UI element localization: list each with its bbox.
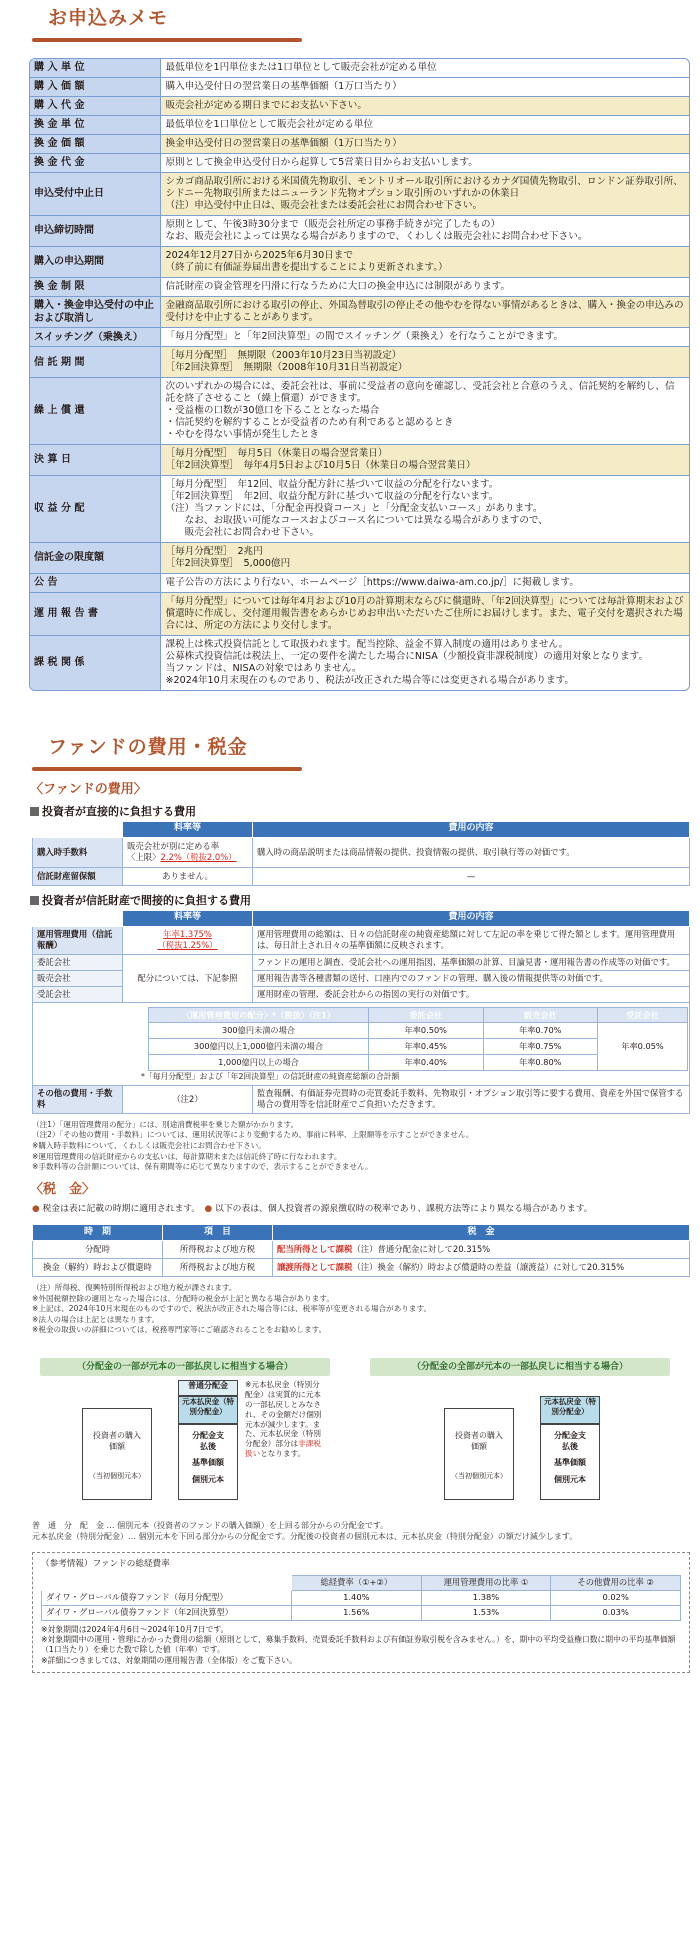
gampon-note: ※元本払戻金（特別分配金）は実質的に元本の一部払戻しとみなされ、その金額だけ個別元本が減少します。また、元本払戻金（特別分配金）部分は非課税扱いとなります。 <box>245 1380 322 1459</box>
memo-row-label: 購入・換金申込受付の中止および取消し <box>30 296 160 327</box>
alloc-tier: 300億円以上1,000億円未満の場合 <box>149 1038 369 1054</box>
memo-row-label: 課 税 関 係 <box>30 635 160 689</box>
memo-row <box>30 635 689 689</box>
memo-row-label: 収 益 分 配 <box>30 476 160 543</box>
tax-item: 所得税および地方税 <box>163 1258 273 1276</box>
memo-row-label: 公 告 <box>30 573 160 592</box>
memo-row-label: 決 算 日 <box>30 445 160 476</box>
ref-other: 0.03% <box>551 1605 681 1620</box>
memo-row-label: 換 金 代 金 <box>30 153 160 172</box>
reference-box <box>32 1552 690 1672</box>
alloc-hanbai: 年率0.75% <box>483 1038 598 1054</box>
memo-row-value: 販売会社が定める期日までにお支払い下さい。 <box>160 96 689 115</box>
tax-value: 配当所得として課税（注）普通分配金に対して20.315% <box>273 1240 690 1258</box>
other-fee-content: 監査報酬、有価証券売買時の売買委託手数料、先物取引・オプション取引等に要する費用、資産を外国で保管する場合の費用等を信託財産でご負担いただきます。 <box>253 1085 690 1113</box>
party-itaku: 委託会社 <box>33 954 123 970</box>
alloc-head-hanbai: 販売会社 <box>483 1008 598 1023</box>
diagram-right-title: （分配金の全部が元本の一部払戻しに相当する場合） <box>370 1358 670 1376</box>
tax-when: 分配時 <box>33 1240 163 1258</box>
party-jutaku: 受託会社 <box>33 986 123 1002</box>
tax-head-item: 項 目 <box>163 1224 273 1240</box>
direct-fee-heading: 投資者が直接的に負担する費用 <box>30 803 700 821</box>
allocation-table <box>148 1007 688 1070</box>
memo-row-label: 信託金の限度額 <box>30 542 160 573</box>
memo-row-label: スイッチング（乗換え） <box>30 328 160 347</box>
ref-note: ※対象期間中の運用・管理にかかった費用の総額（原則として、募集手数料、売買委託手数料および有価証券取引税を含みません。）を、期中の平均受益権口数に期中の平均基準価額（1口当たり）を乗じた数で除した値（年率）です。 <box>41 1635 676 1655</box>
ref-note: ※対象期間は2024年4月6日～2024年10月7日です。 <box>41 1624 229 1634</box>
header-rate: 料率等 <box>123 910 253 926</box>
alloc-jutaku: 年率0.05% <box>598 1023 688 1070</box>
header-rate: 料率等 <box>123 821 253 837</box>
party-itaku-content: ファンドの運用と調査、受託会社への運用指図、基準価額の計算、目論見書・運用報告書の作成等の対価です。 <box>253 954 690 970</box>
mgmt-fee-label: 運用管理費用（信託報酬） <box>33 926 123 954</box>
direct-fee-table <box>32 821 690 886</box>
purchase-fee-content: 購入時の商品説明または商品情報の提供、投資情報の提供、取引執行等の対価です。 <box>253 837 690 867</box>
ref-mgmt: 1.53% <box>421 1605 551 1620</box>
alloc-head-itaku: 委託会社 <box>369 1008 484 1023</box>
memo-row-value: 原則として、午後3時30分まで（販売会社所定の事務手続きが完了したもの） なお、販売会社によっては異なる場合がありますので、くわしくは販売会社にお問合わせ下さい。 <box>160 215 689 246</box>
memo-row <box>30 172 689 215</box>
fee-note: （注2）「その他の費用・手数料」については、運用状況等により変動するため、事前に料率、上限額等を示すことができません。 <box>32 1130 474 1140</box>
memo-row-value: 信託財産の資金管理を円滑に行なうために大口の換金申込には制限があります。 <box>160 277 689 296</box>
memo-row <box>30 347 689 378</box>
allocation-cell <box>33 1003 690 1086</box>
tax-head-when: 時 期 <box>33 1224 163 1240</box>
ref-head: 総経費率（①+②） <box>292 1575 422 1590</box>
indirect-fee-heading: 投資者が信託財産で間接的に負担する費用 <box>30 892 700 910</box>
mgmt-fee-rate: 年率1.375% （税抜1.25%） <box>123 926 253 954</box>
indirect-fee-table-wrap <box>32 910 690 1114</box>
purchase-fee-rate: 販売会社が別に定める率 〈上限〉2.2%（税抜2.0%） <box>123 837 253 867</box>
memo-row <box>30 445 689 476</box>
header-content: 費用の内容 <box>253 821 690 837</box>
purchase-fee-label: 購入時手数料 <box>33 837 123 867</box>
memo-row-label: 購 入 単 位 <box>30 59 160 77</box>
ref-total: 1.40% <box>292 1590 422 1605</box>
tax-table-wrap <box>32 1224 690 1277</box>
memo-row-value: 最低単位を1円単位または1口単位として販売会社が定める単位 <box>160 59 689 77</box>
indirect-fee-table <box>32 910 690 1114</box>
memo-row <box>30 134 689 153</box>
mgmt-fee-content: 運用管理費用の総額は、日々の信託財産の純資産総額に対して左記の率を乗じて得た額とします。運用管理費用は、毎日計上され日々の基準価額に反映されます。 <box>253 926 690 954</box>
memo-row <box>30 215 689 246</box>
alloc-tier: 1,000億円以上の場合 <box>149 1054 369 1070</box>
fee-title: ファンドの費用・税金 <box>48 735 248 758</box>
memo-row <box>30 59 689 77</box>
alloc-tier: 300億円未満の場合 <box>149 1023 369 1039</box>
tax-note: ※上記は、2024年10月末現在のものですので、税法が改正された場合等には、税率等が変更される場合があります。 <box>32 1304 432 1314</box>
ref-fund-name: ダイワ・グローバル債券ファンド（毎月分配型） <box>42 1590 292 1605</box>
memo-row-value: シカゴ商品取引所における米国債先物取引、モントリオール取引所におけるカナダ国債先物取引、ロンドン証券取引所、シドニー先物取引所またはニューランド先物オプション取引所のいずれかの休業日 （注）申込受付中止日は、販売会社または委託会社にお問合わせ下さい。 <box>160 172 689 215</box>
ref-fund-name: ダイワ・グローバル債券ファンド（年2回決算型） <box>42 1605 292 1620</box>
tax-table <box>32 1224 690 1277</box>
party-jutaku-content: 運用財産の管理、委託会社からの指図の実行の対価です。 <box>253 986 690 1002</box>
right-after-box: 分配金支払後 基準価額 個別元本 <box>540 1424 600 1500</box>
ref-notes <box>41 1625 681 1666</box>
tax-value: 譲渡所得として課税（注）換金（解約）時および償還時の差益（譲渡益）に対して20.315% <box>273 1258 690 1276</box>
direct-fee-table-wrap <box>32 821 690 886</box>
reserve-label: 信託財産留保額 <box>33 867 123 885</box>
memo-row-value: 「毎月分配型」については毎年4月および10月の計算期末ならびに償還時、「年2回決算型」については毎計算期末および償還時に作成し、交付運用報告書をあらかじめお申出いただいたご住所にお届けします。また、電子交付を選択された場合には、所定の方法により交付します。 <box>160 592 689 635</box>
tax-when: 換金（解約）時および償還時 <box>33 1258 163 1276</box>
alloc-itaku: 年率0.40% <box>369 1054 484 1070</box>
tax-note: ※税金の取扱いの詳細については、税務専門家等にご確認されることをお勧めします。 <box>32 1325 327 1335</box>
square-bullet-icon <box>30 807 39 816</box>
other-fee-rate: （注2） <box>123 1085 253 1113</box>
right-investor-box: 投資者の購入価額 （当初個別元本） <box>444 1408 514 1500</box>
tax-head-tax: 税 金 <box>273 1224 690 1240</box>
ref-total: 1.56% <box>292 1605 422 1620</box>
square-bullet-icon <box>30 896 39 905</box>
memo-row-value: ［毎月分配型］ 無期限（2003年10月23日当初設定） ［年2回決算型］ 無期限（2008年10月31日当初設定） <box>160 347 689 378</box>
tax-notes <box>0 1283 700 1336</box>
memo-row-label: 運 用 報 告 書 <box>30 592 160 635</box>
memo-row <box>30 378 689 445</box>
title-underline <box>32 767 302 771</box>
left-futsu-box: 普通分配金 <box>178 1380 238 1396</box>
memo-row-label: 換 金 価 額 <box>30 134 160 153</box>
fee-note: ※手数料等の合計額については、保有期間等に応じて異なりますので、表示することができません。 <box>32 1162 373 1172</box>
tax-note: ※法人の場合は上記とは異なります。 <box>32 1314 160 1324</box>
right-gampon-box: 元本払戻金（特別分配金） <box>540 1396 600 1424</box>
memo-row <box>30 96 689 115</box>
memo-row-value: 課税上は株式投資信託として取扱われます。配当控除、益金不算入制度の適用はありません。 公募株式投資信託は税法上、一定の要件を満たした場合にNISA（少額投資非課税制度）の適用対象となります。 当ファンドは、NISAの対象ではありません。 ※2024年10月末現在のものであり、税法が改正された場合等には変更される場合があります。 <box>165 638 649 686</box>
memo-row <box>30 115 689 134</box>
memo-row <box>30 328 689 347</box>
left-after-box: 分配金支払後 基準価額 個別元本 <box>178 1424 238 1500</box>
memo-row-label: 購入の申込期間 <box>30 246 160 277</box>
ref-head: 運用管理費用の比率 ① <box>421 1575 551 1590</box>
memo-row-value: 購入申込受付日の翌営業日の基準価額（1万口当たり） <box>160 77 689 96</box>
alloc-itaku: 年率0.45% <box>369 1038 484 1054</box>
ref-note: ※詳細につきましては、対象期間の運用報告書（全体版）をご覧下さい。 <box>41 1655 297 1665</box>
memo-row-value: ［毎月分配型］ 2兆円 ［年2回決算型］ 5,000億円 <box>160 542 689 573</box>
memo-table-wrap <box>29 58 690 691</box>
definition: 普 通 分 配 金 … 個別元本（投資者のファンドの購入価額）を上回る部分からの分配金です。 <box>32 1521 389 1531</box>
memo-row-value: 電子公告の方法により行ない、ホームページ［https://www.daiwa-am.co.jp/］に掲載します。 <box>160 573 689 592</box>
left-investor-box: 投資者の購入価額 （当初個別元本） <box>82 1408 152 1500</box>
title-underline <box>32 38 302 42</box>
reference-table <box>41 1575 681 1621</box>
alloc-head-tier: 〈運用管理費用の配分〉*（税抜）（注1） <box>149 1008 369 1023</box>
party-hanbai-content: 運用報告書等各種書類の送付、口座内でのファンドの管理、購入後の情報提供等の対価です。 <box>253 970 690 986</box>
fee-notes <box>0 1120 700 1173</box>
memo-row <box>30 296 689 327</box>
other-fee-label: その他の費用・手数料 <box>33 1085 123 1113</box>
memo-row <box>30 542 689 573</box>
definitions <box>0 1520 700 1542</box>
reference-title: （参考情報）ファンドの総経費率 <box>41 1559 170 1570</box>
memo-row-label: 換 金 制 限 <box>30 277 160 296</box>
tax-intro: ● 税金は表に記載の時期に適用されます。 ● 以下の表は、個人投資者の源泉徴収時の税率であり、課税方法等により異なる場合があります。 <box>32 1203 593 1214</box>
header-blank <box>33 910 123 926</box>
alloc-note: *「毎月分配型」および「年2回決算型」の信託財産の純資産総額の合計額 <box>141 1071 400 1081</box>
memo-row-value: 換金申込受付日の翌営業日の基準価額（1万口当たり） <box>160 134 689 153</box>
memo-row <box>30 592 689 635</box>
tax-note: ※外国税額控除の適用となった場合には、分配時の税金が上記と異なる場合があります。 <box>32 1293 334 1303</box>
memo-row-value: 次のいずれかの場合には、委託会社は、事前に受益者の意向を確認し、受託会社と合意のうえ、信託契約を解約し、信託を終了させること（繰上償還）ができます。 ・受益権の口数が30億口を下ることとなった場合 ・信託契約を解約することが受益者のため有利であると認めるとき ・やむを得ない事情が発生したとき <box>160 378 689 445</box>
fee-subheading: 〈ファンドの費用〉 <box>30 781 147 797</box>
fee-note: （注1）「運用管理費用の配分」には、別途消費税率を乗じた額がかかります。 <box>32 1119 299 1129</box>
memo-row-value: ［毎月分配型］ 毎月5日（休業日の場合翌営業日） ［年2回決算型］ 毎年4月5日および10月5日（休業日の場合翌営業日） <box>160 445 689 476</box>
fee-note: ※購入時手数料について、くわしくは販売会社にお問合わせ下さい。 <box>32 1141 266 1151</box>
memo-row <box>30 246 689 277</box>
memo-row-value: 「毎月分配型」と「年2回決算型」の間でスイッチング（乗換え）を行なうことができます。 <box>160 328 689 347</box>
diagram-left-title: （分配金の一部が元本の一部払戻しに相当する場合） <box>40 1358 330 1376</box>
alloc-head-jutaku: 受託会社 <box>598 1008 688 1023</box>
memo-table <box>30 59 689 690</box>
fee-section-title <box>12 729 700 773</box>
tax-subheading: 〈税 金〉 <box>30 1181 96 1197</box>
definition: 元本払戻金（特別分配金）… 個別元本を下回る部分からの分配金です。分配後の投資者の個別元本は、元本払戻金（特別分配金）の額だけ減少します。 <box>32 1532 578 1542</box>
reserve-content: — <box>253 867 690 885</box>
memo-row <box>30 476 689 543</box>
memo-title: お申込みメモ <box>48 7 169 29</box>
ref-mgmt: 1.38% <box>421 1590 551 1605</box>
alloc-hanbai: 年率0.70% <box>483 1023 598 1039</box>
memo-row-label: 購 入 価 額 <box>30 77 160 96</box>
memo-row-label: 購 入 代 金 <box>30 96 160 115</box>
memo-row-label: 繰 上 償 還 <box>30 378 160 445</box>
fee-note: ※運用管理費用の信託財産からの支払いは、毎計算期末または信託終了時に行なわれます。 <box>32 1151 342 1161</box>
distribution-diagram <box>0 1358 700 1518</box>
memo-row-label: 申込締切時間 <box>30 215 160 246</box>
header-blank <box>33 821 123 837</box>
memo-row <box>30 277 689 296</box>
alloc-hanbai: 年率0.80% <box>483 1054 598 1070</box>
memo-row-value: ［毎月分配型］ 年12回、収益分配方針に基づいて収益の分配を行ないます。 ［年2回決算型］ 年2回、収益分配方針に基づいて収益の分配を行ないます。 （注）当ファンドには、「分配金再投資コース」と「分配金支払いコース」があります。 なお、お取扱い可能なコースおよびコース名については異なる場合がありますので、 販売会社にお問合わせ下さい。 <box>160 476 689 543</box>
memo-section-title <box>12 0 700 42</box>
ref-head <box>42 1575 292 1590</box>
party-hanbai: 販売会社 <box>33 970 123 986</box>
memo-row <box>30 77 689 96</box>
memo-row-label: 換 金 単 位 <box>30 115 160 134</box>
memo-row-value: 最低単位を1口単位として販売会社が定める単位 <box>160 115 689 134</box>
ref-other: 0.02% <box>551 1590 681 1605</box>
memo-row-label: 申込受付中止日 <box>30 172 160 215</box>
party-rate: 配分については、下記参照 <box>123 954 253 1002</box>
memo-row-value: 2024年12月27日から2025年6月30日まで （終了前に有価証券届出書を提出することにより更新されます。） <box>160 246 689 277</box>
ref-head: その他費用の比率 ② <box>551 1575 681 1590</box>
memo-row <box>30 573 689 592</box>
left-gampon-box: 元本払戻金（特別分配金） <box>178 1396 238 1424</box>
alloc-itaku: 年率0.50% <box>369 1023 484 1039</box>
memo-row-value: 原則として換金申込受付日から起算して5営業日目からお支払いします。 <box>160 153 689 172</box>
memo-row-label: 信 託 期 間 <box>30 347 160 378</box>
reserve-rate: ありません。 <box>123 867 253 885</box>
memo-row <box>30 153 689 172</box>
header-content: 費用の内容 <box>253 910 690 926</box>
tax-note: （注）所得税、復興特別所得税および地方税が課されます。 <box>32 1282 237 1292</box>
memo-row-value: 金融商品取引所における取引の停止、外国為替取引の停止その他やむを得ない事情があるときは、購入・換金の申込みの受付けを中止することがあります。 <box>160 296 689 327</box>
tax-item: 所得税および地方税 <box>163 1240 273 1258</box>
